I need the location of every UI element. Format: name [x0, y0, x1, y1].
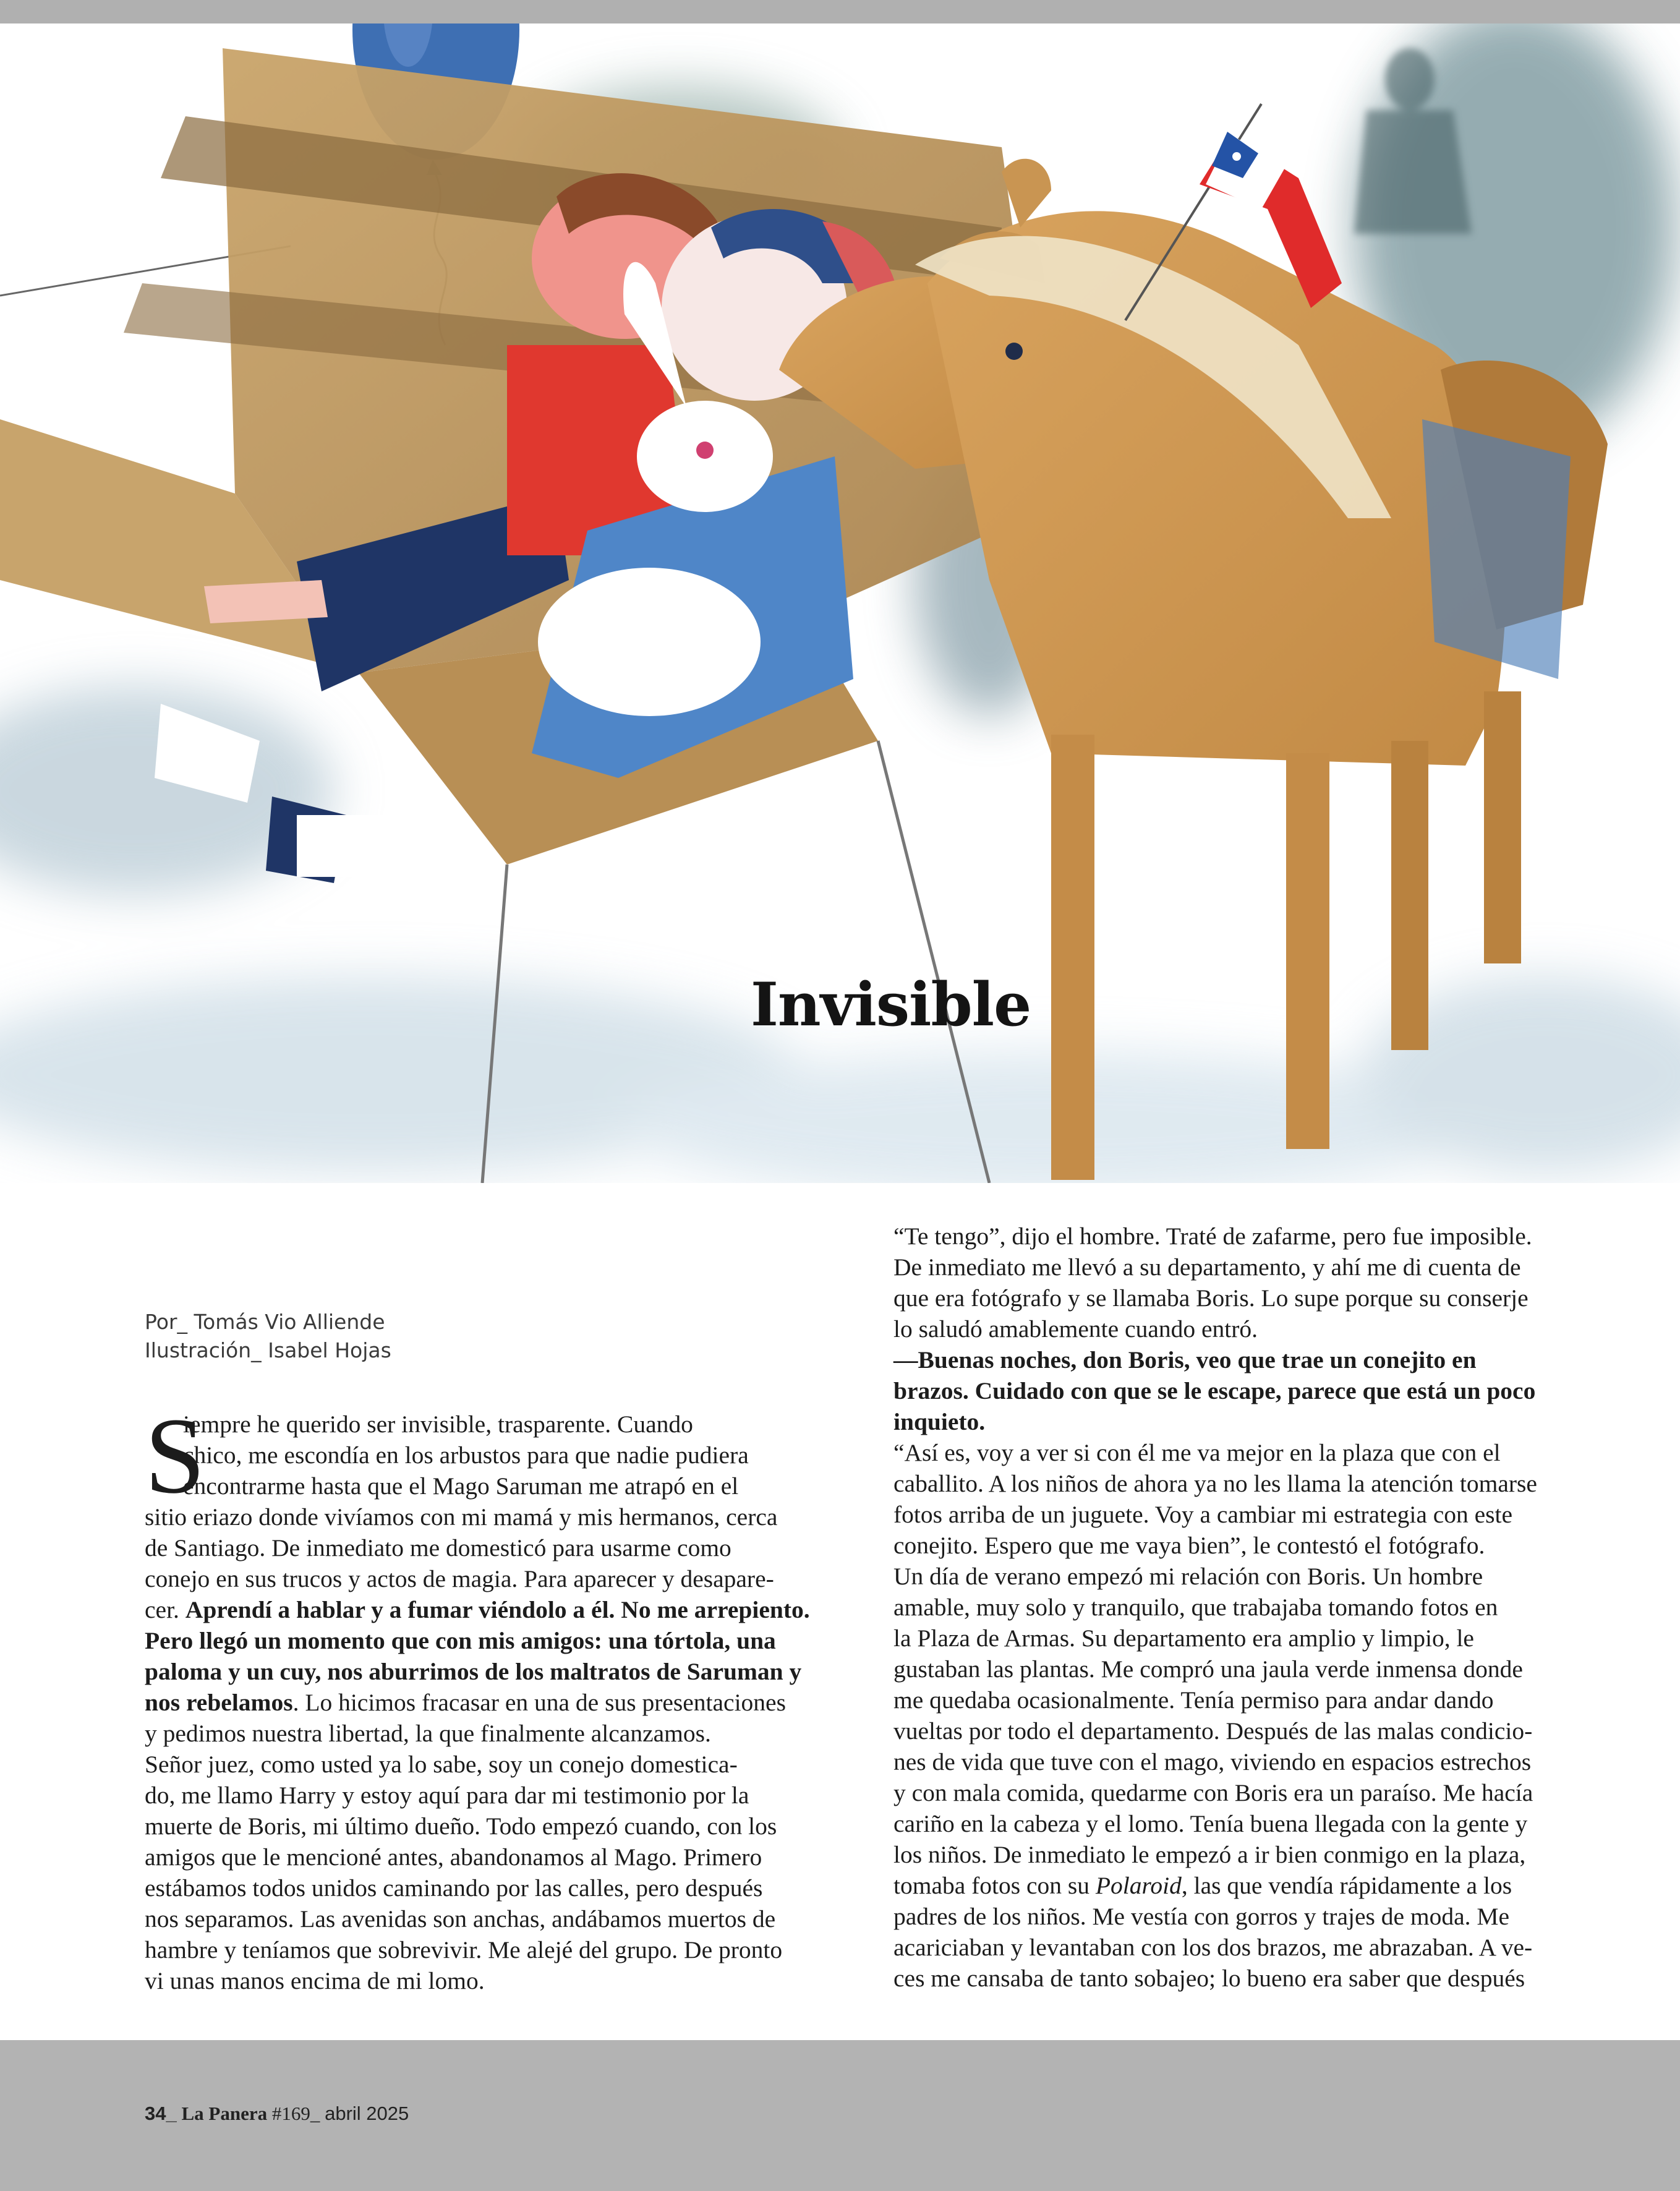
text-line: —Buenas noches, don Boris, veo que trae un conejito en: [893, 1346, 1477, 1373]
text-line: conejito. Espero que me vaya bien”, le contestó el fotógrafo.: [893, 1532, 1485, 1559]
text-line: ces me cansaba de tanto sobajeo; lo bueno era saber que después: [893, 1965, 1525, 1992]
text-line: Pero llegó un momento que con mis amigos: una tórtola, una: [145, 1627, 776, 1654]
text-line: amable, muy solo y tranquilo, que trabajaba tomando fotos en: [893, 1594, 1498, 1621]
text-line: la Plaza de Armas. Su departamento era amplio y limpio, le: [893, 1625, 1474, 1652]
text-line: amigos que le mencioné antes, abandonamos al Mago. Primero: [145, 1843, 762, 1871]
text-line: y pedimos nuestra libertad, la que finalmente alcanzamos.: [145, 1720, 711, 1747]
text-line: cariño en la cabeza y el lomo. Tenía buena llegada con la gente y: [893, 1810, 1528, 1837]
text-line: vi unas manos encima de mi lomo.: [145, 1967, 485, 1994]
article-title: Invisible: [751, 970, 1031, 1040]
top-border-bar: [0, 0, 1680, 23]
text-line: muerte de Boris, mi último dueño. Todo empezó cuando, con los: [145, 1813, 777, 1840]
text-line: nes de vida que tuve con el mago, viviendo en espacios estrechos: [893, 1748, 1532, 1775]
byline: Por_ Tomás Vio Alliende: [145, 1310, 385, 1334]
text-line: Señor juez, como usted ya lo sabe, soy un conejo domestica-: [145, 1751, 738, 1778]
text-line: los niños. De inmediato le empezó a ir bien conmigo en la plaza,: [893, 1841, 1526, 1868]
text-line: “Así es, voy a ver si con él me va mejor en la plaza que con el: [893, 1439, 1501, 1466]
text-line: tomaba fotos con su Polaroid, las que vendía rápidamente a los: [893, 1872, 1512, 1899]
page-footer: [145, 2101, 409, 2126]
text-line: “Te tengo”, dijo el hombre. Traté de zafarme, pero fue imposible.: [893, 1223, 1532, 1250]
magazine-name: La Panera: [181, 2103, 268, 2124]
text-line: estábamos todos unidos caminando por las calles, pero después: [145, 1874, 763, 1902]
text-line: padres de los niños. Me vestía con gorros y trajes de moda. Me: [893, 1903, 1510, 1930]
body-column-left: [145, 1396, 825, 1996]
text-line: brazos. Cuidado con que se le escape, parece que está un poco: [893, 1377, 1536, 1404]
text-line: sitio eriazo donde vivíamos con mi mamá y mis hermanos, cerca: [145, 1503, 778, 1531]
text-line: iempre he querido ser invisible, trasparente. Cuando: [183, 1411, 693, 1438]
text-line: hambre y teníamos que sobrevivir. Me alejé del grupo. De pronto: [145, 1936, 783, 1963]
body-column-right: [893, 1221, 1574, 1994]
text-line: vueltas por todo el departamento. Después de las malas condicio-: [893, 1717, 1533, 1745]
text-line: conejo en sus trucos y actos de magia. Para aparecer y desapare-: [145, 1565, 774, 1592]
text-line: caballito. A los niños de ahora ya no les llama la atención tomarse: [893, 1470, 1537, 1497]
issue-number: #169_: [271, 2103, 320, 2124]
text-line: fotos arriba de un juguete. Voy a cambiar mi estrategia con este: [893, 1501, 1513, 1528]
text-line: y con mala comida, quedarme con Boris era un paraíso. Me hacía: [893, 1779, 1533, 1806]
text-line: acariciaban y levantaban con los dos brazos, me abrazaban. A ve-: [893, 1934, 1533, 1961]
text-line: Un día de verano empezó mi relación con Boris. Un hombre: [893, 1563, 1483, 1590]
page-number: 34_: [145, 2103, 177, 2124]
text-line: que era fotógrafo y se llamaba Boris. Lo supe porque su conserje: [893, 1284, 1529, 1312]
article-credits: [145, 1308, 701, 1365]
text-line: inquieto.: [893, 1408, 986, 1435]
text-line: lo saludó amablemente cuando entró.: [893, 1315, 1258, 1343]
text-line: gustaban las plantas. Me compró una jaula verde inmensa donde: [893, 1655, 1523, 1683]
text-line: encontrarme hasta que el Mago Saruman me atrapó en el: [183, 1472, 739, 1500]
drop-cap: S: [145, 1396, 205, 1516]
text-line: nos rebelamos. Lo hicimos fracasar en una de sus presentaciones: [145, 1689, 786, 1716]
text-line: De inmediato me llevó a su departamento, y ahí me di cuenta de: [893, 1254, 1521, 1281]
text-line: me quedaba ocasionalmente. Tenía permiso para andar dando: [893, 1686, 1494, 1714]
text-line: paloma y un cuy, nos aburrimos de los maltratos de Saruman y: [145, 1658, 802, 1685]
text-line: do, me llamo Harry y estoy aquí para dar mi testimonio por la: [145, 1782, 749, 1809]
issue-date: abril 2025: [325, 2103, 409, 2124]
text-line: chico, me escondía en los arbustos para que nadie pudiera: [183, 1441, 749, 1469]
text-line: nos separamos. Las avenidas son anchas, andábamos muertos de: [145, 1905, 776, 1933]
text-line: cer. Aprendí a hablar y a fumar viéndolo a él. No me arrepiento.: [145, 1596, 810, 1623]
illustrator-credit: Ilustración_ Isabel Hojas: [145, 1338, 391, 1362]
text-line: de Santiago. De inmediato me domesticó para usarme como: [145, 1534, 731, 1561]
